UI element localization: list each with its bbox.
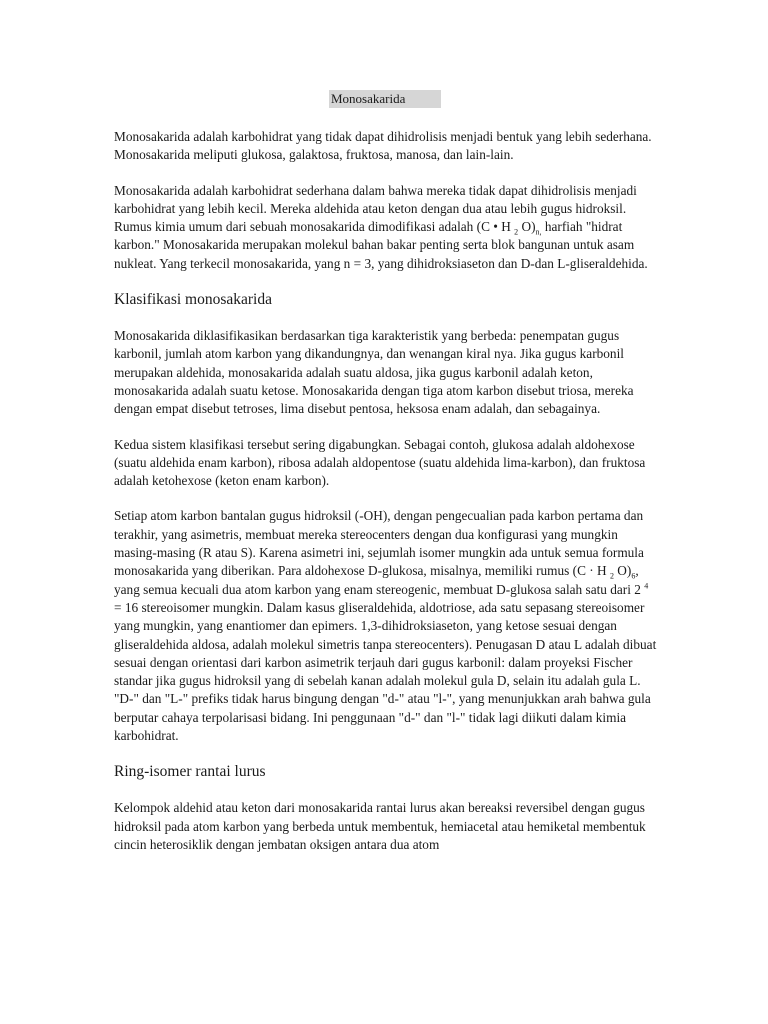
title-wrap [0, 90, 768, 108]
document-body [114, 128, 659, 871]
paragraph-definition-text-c: harfiah "hidrat karbon." Monosakarida merupakan molekul bahan bakar penting serta blok bangunan untuk asam nukleat. Yang terkecil monosakarida, yang n = 3, yang dihidroksiaseton dan D-dan L-gliseraldehida. [114, 219, 648, 271]
subscript-2b: 2 [609, 572, 614, 581]
paragraph-stereochemistry-text-c: , yang semua kecuali dua atom karbon yang enam stereogenic, membuat D-glukosa salah satu dari 2 [114, 563, 641, 597]
subscript-6: 6 [631, 572, 636, 581]
paragraph-ring-isomer: Kelompok aldehid atau keton dari monosakarida rantai lurus akan bereaksi reversibel dengan gugus hidroksil pada atom karbon yang berbeda untuk membentuk, hemiacetal atau hemiketal membentuk cincin heterosiklik dengan jembatan oksigen antara dua atom [114, 800, 646, 852]
paragraph-intro: Monosakarida adalah karbohidrat yang tidak dapat dihidrolisis menjadi bentuk yang lebih sederhana. Monosakarida meliputi glukosa, galaktosa, fruktosa, manosa, dan lain-lain. [114, 129, 652, 163]
paragraph-definition [114, 182, 659, 273]
paragraph-stereochemistry-text-d: = 16 stereoisomer mungkin. Dalam kasus gliseraldehida, aldotriose, ada satu sepasang stereoisomer yang mungkin, yang enantiomer dan epimers. 1,3-dihidroksiaseton, yang ketose sesuai dengan gliseraldehida aldosa, adalah molekul simetris tanpa stereocenters). Penugasan D atau L adalah dibuat sesuai dengan orientasi dari karbon asimetrik terjauh dari gugus karbonil: dalam proyeksi Fischer standar jika gugus hidroksil yang di sebelah kanan adalah molekul gula D, selain itu adalah gula L. "D-" dan "L-" prefiks tidak harus bingung dengan "d-" atau "l-", yang menunjukkan arah bahwa gula berputar cahaya terpolarisasi bidang. Ini penggunaan "d-" dan "l-" tidak lagi diikuti dalam kimia karbohidrat. [114, 599, 657, 744]
subscript-n: n, [535, 227, 542, 237]
heading-ring-isomer: Ring-isomer rantai lurus [114, 763, 266, 781]
paragraph-stereochemistry-text-b: O) [617, 563, 632, 579]
paragraph-definition-text-b: O) [521, 219, 536, 235]
paragraph-classification: Monosakarida diklasifikasikan berdasarkan tiga karakteristik yang berbeda: penempatan gugus karbonil, jumlah atom karbon yang dikandungnya, dan wenangan kiral nya. Jika gugus karbonil merupakan aldehida, monosakarida adalah suatu aldosa, jika gugus karbonil adalah keton, monosakarida adalah suatu ketose. Monosakarida dengan tiga atom karbon disebut triosa, mereka dengan empat disebut tetroses, lima disebut pentosa, heksosa enam adalah, dan sebagainya. [114, 328, 634, 417]
superscript-4: 4 [644, 581, 649, 591]
paragraph-stereochemistry [114, 507, 659, 745]
document-title: Monosakarida [329, 90, 441, 108]
heading-klasifikasi: Klasifikasi monosakarida [114, 291, 272, 309]
paragraph-definition-text-a: Monosakarida adalah karbohidrat sederhana dalam bahwa mereka tidak dapat dihidrolisis menjadi karbohidrat yang lebih kecil. Mereka aldehida atau keton dengan dua atau lebih gugus hidroksil. Rumus kimia umum dari sebuah monosakarida dimodifikasi adalah (C • H [114, 182, 637, 235]
paragraph-stereochemistry-text-a: Setiap atom karbon bantalan gugus hidroksil (-OH), dengan pengecualian pada karbon pertama dan terakhir, yang asimetris, membuat mereka stereocenters dengan dua konfigurasi yang mungkin masing-masing (R atau S). Karena asimetri ini, sejumlah isomer mungkin ada untuk semua formula monosakarida yang diberikan. Para aldohexose D-glukosa, misalnya, memiliki rumus (C · H [114, 508, 644, 579]
paragraph-combined-systems: Kedua sistem klasifikasi tersebut sering digabungkan. Sebagai contoh, glukosa adalah aldohexose (suatu aldehida enam karbon), ribosa adalah aldopentose (suatu aldehida lima-karbon), dan fruktosa adalah ketohexose (keton enam karbon). [114, 436, 646, 489]
subscript-2: 2 [514, 227, 519, 237]
